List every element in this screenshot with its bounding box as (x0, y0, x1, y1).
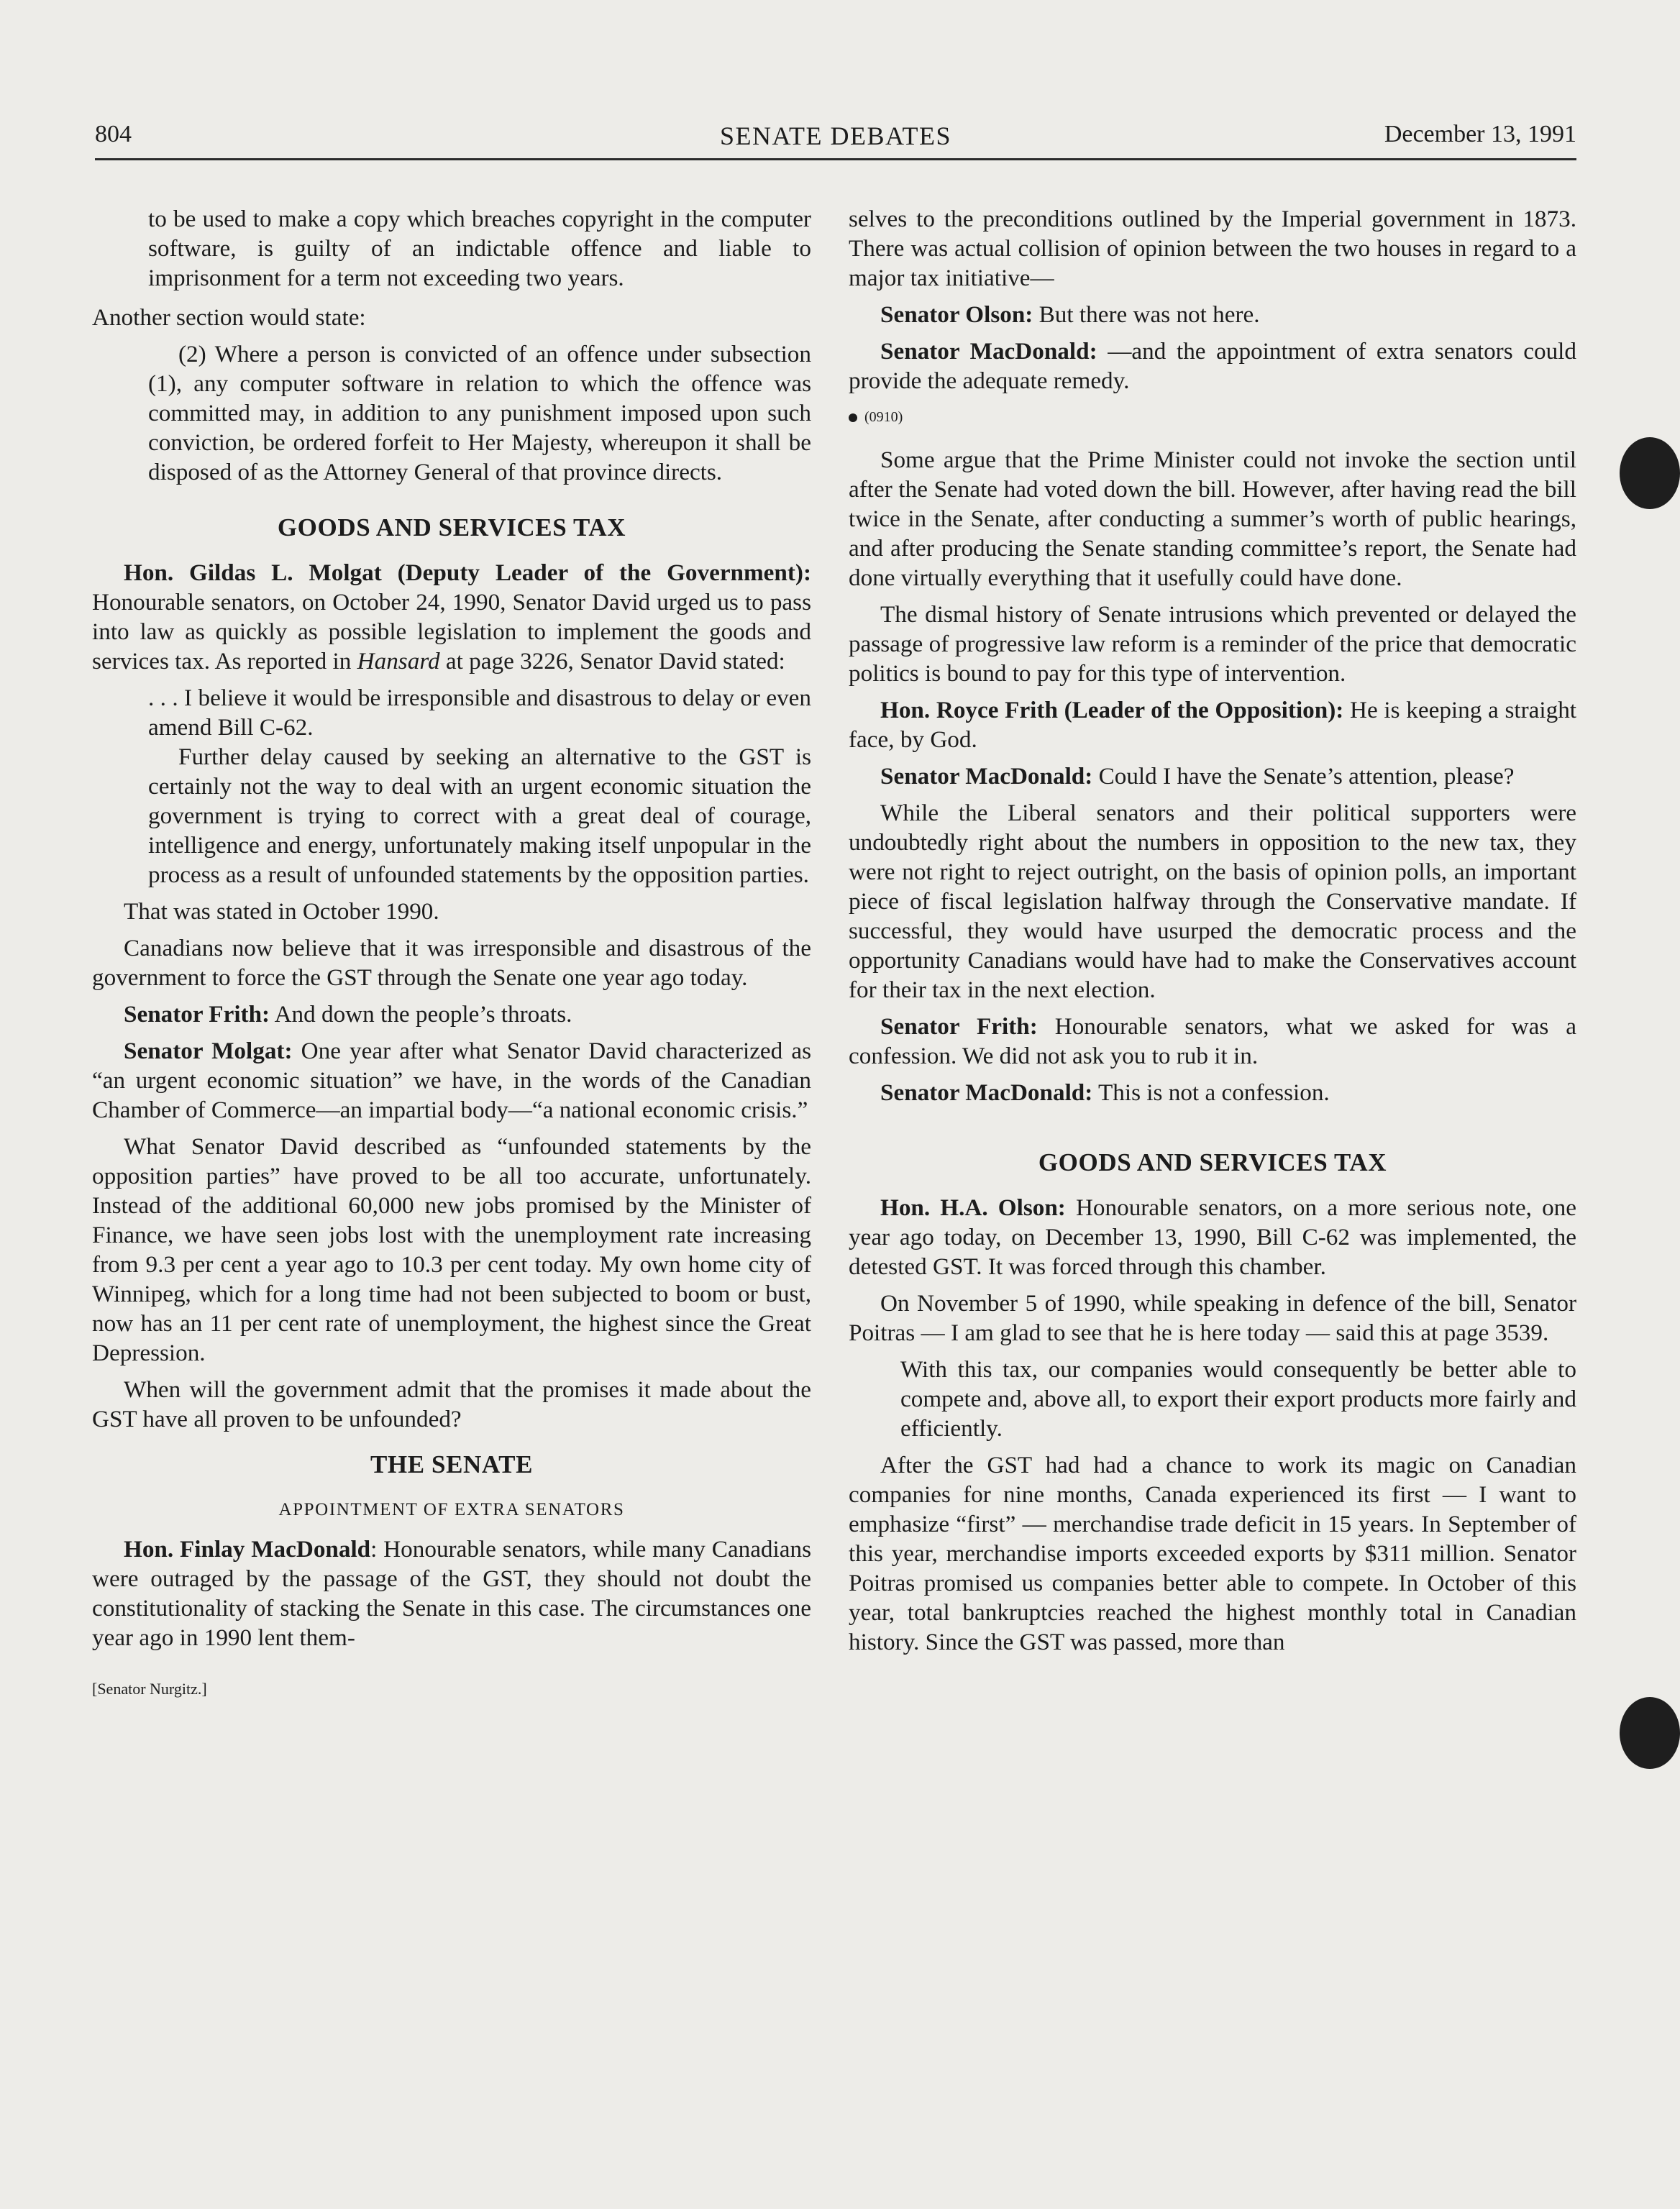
paragraph-text: One year after what Senator David characterized as “an urgent economic situation” we have, in the words of the Canadian Chamber of Commerce—an impartial body—“a national economic crisis.” (92, 1038, 811, 1123)
paragraph-molgat-1 (92, 558, 811, 676)
time-mark (849, 403, 1576, 432)
header-date: December 13, 1991 (1384, 121, 1576, 147)
quote-subsection-2: (2) Where a person is convicted of an offence under subsection (1), any computer software in relation to which the offence was committed may, in addition to any punishment imposed upon such conviction, be ordered forfeit to Her Majesty, whereupon it shall be disposed of as the Attorney General of that province directs. (148, 341, 811, 485)
paragraph-david-described: What Senator David described as “unfounded statements by the opposition parties” have proved to be all too accurate, unfortunately. Instead of the additional 60,000 new jobs promised by the Minister of Finance, we have seen jobs lost with the unemployment rate increasing from 9.3 per cent a year ago to 10.3 per cent today. My own home city of Winnipeg, which for a long time had not been subjected to boom or bust, now has an 11 per cent rate of unemployment, the highest since the Great Depression. (92, 1133, 811, 1366)
speaker-ha-olson: Hon. H.A. Olson: (880, 1194, 1066, 1221)
paragraph-text: Honourable senators, on October 24, 1990, Senator David urged us to pass into law as quickly as possible legislation to implement the goods and services tax. As reported in (92, 589, 811, 674)
running-head: SENATE DEBATES (719, 122, 951, 150)
paragraph-macdonald-4 (849, 1078, 1576, 1107)
paragraph-stated-october: That was stated in October 1990. (124, 898, 439, 925)
paragraph-text: And down the people’s throats. (270, 1001, 572, 1028)
speaker-royce-frith: Hon. Royce Frith (Leader of the Opposition): (880, 697, 1344, 723)
quote-continuation: to be used to make a copy which breaches copyright in the computer software, is guilty of an indictable offence and liable to imprisonment for a term not exceeding two years. (148, 206, 811, 291)
speaker-molgat-2: Senator Molgat: (124, 1038, 293, 1064)
paragraph-text: —and the appointment of extra senators could provide the adequate remedy. (849, 338, 1576, 394)
binder-hole (1620, 437, 1680, 509)
paragraph-text: Could I have the Senate’s attention, please? (1092, 763, 1515, 790)
hansard-italic: Hansard (357, 648, 440, 674)
paragraph-some-argue: Some argue that the Prime Minister could not invoke the section until after the Senate had voted down the bill. However, after having read the bill twice in the Senate, after conducting a summer’s worth of public hearings, and after producing the Senate standing committee’s report, the Senate had done virtually everything that it usefully could have done. (849, 447, 1576, 591)
speaker-frith: Senator Frith: (124, 1001, 270, 1028)
paragraph-molgat-2 (92, 1036, 811, 1125)
binder-hole (1620, 1697, 1680, 1769)
paragraph-another-section: Another section would state: (92, 304, 366, 331)
page-number: 804 (95, 121, 132, 147)
paragraph-macdonald-continuation: selves to the preconditions outlined by the Imperial government in 1873. There was actual collision of opinion between the two houses in regard to a major tax initiative— (849, 206, 1576, 291)
speaker-macdonald-4: Senator MacDonald: (880, 1079, 1093, 1106)
speaker-macdonald-2: Senator MacDonald: (880, 338, 1097, 365)
page-header (95, 121, 1576, 161)
paragraph-olson (849, 300, 1576, 329)
heading-the-senate: THE SENATE (370, 1450, 534, 1478)
quote-david-1: . . . I believe it would be irresponsible and disastrous to delay or even amend Bill C-62. (148, 685, 811, 741)
paragraph-text: at page 3226, Senator David stated: (439, 648, 785, 674)
quote-david-2: Further delay caused by seeking an alternative to the GST is certainly not the way to deal with an urgent economic situation the government is trying to correct with a great deal of courage, intelligence and energy, unfortunately making itself unpopular in the process as a result of unfounded statements by the opposition parties. (148, 744, 811, 888)
speaker-macdonald-3: Senator MacDonald: (880, 763, 1093, 790)
right-column (849, 204, 1576, 1664)
paragraph-text: Honourable senators, on a more serious note, one year ago today, on December 13, 1990, Bill C-62 was implemented, the detested GST. It was forced through this chamber. (849, 1194, 1577, 1280)
speaker-frith-3: Senator Frith: (880, 1013, 1038, 1040)
paragraph-canadians-believe: Canadians now believe that it was irresponsible and disastrous of the government to force the GST through the Senate one year ago today. (92, 935, 811, 991)
paragraph-frith (92, 1000, 811, 1029)
speaker-finlay-macdonald: Hon. Finlay MacDonald (124, 1536, 371, 1563)
speaker-molgat: Hon. Gildas L. Molgat (Deputy Leader of the Government): (124, 559, 811, 586)
paragraph-text: But there was not here. (1033, 301, 1260, 328)
heading-goods-and-services-tax-2: GOODS AND SERVICES TAX (1038, 1148, 1387, 1176)
time-mark-label: (0910) (864, 409, 903, 425)
paragraph-text: : Honourable senators, while many Canadians were outraged by the passage of the GST, they should not doubt the constitutionality of stacking the Senate in this case. The circumstances one year ago in 1990 lent them- (92, 1536, 811, 1651)
paragraph-text: This is not a confession. (1092, 1079, 1330, 1106)
paragraph-finlay-macdonald (92, 1535, 811, 1652)
header-rule (95, 158, 1576, 160)
left-column (92, 204, 811, 1703)
paragraph-liberal-senators: While the Liberal senators and their political supporters were undoubtedly right about the numbers in opposition to the new tax, they were not right to reject outright, on the basis of opinion polls, an important piece of fiscal legislation halfway through the Conservative mandate. If successful, they would have usurped the democratic process and the opportunity Canadians would have had to make the Conservatives account for their tax in the next election. (849, 800, 1576, 1003)
paragraph-frith-3 (849, 1012, 1576, 1071)
bullet-icon (849, 413, 857, 422)
paragraph-text: He is keeping a straight face, by God. (849, 697, 1577, 753)
paragraph-november-5: On November 5 of 1990, while speaking in defence of the bill, Senator Poitras — I am glad to see that he is here today — said this at page 3539. (849, 1290, 1576, 1346)
subheading-appointment-of-extra-senators: APPOINTMENT OF EXTRA SENATORS (278, 1500, 625, 1519)
paragraph-macdonald-2 (849, 337, 1576, 395)
paragraph-dismal-history: The dismal history of Senate intrusions which prevented or delayed the passage of progressive law reform is a reminder of the price that democratic politics is bound to pay for this type of intervention. (849, 601, 1576, 687)
speaker-olson: Senator Olson: (880, 301, 1033, 328)
quote-poitras: With this tax, our companies would consequently be better able to compete and, above all, to export their export products more fairly and efficiently. (900, 1356, 1576, 1442)
paragraph-macdonald-3 (849, 762, 1576, 791)
paragraph-ha-olson (849, 1193, 1576, 1281)
paragraph-when-admit: When will the government admit that the promises it made about the GST have all proven to be unfounded? (92, 1376, 811, 1432)
paragraph-after-gst: After the GST had had a chance to work its magic on Canadian companies for nine months, Canada experienced its first — I want to emphasize “first” — merchandise trade deficit in 15 years. In September of this year, merchandise imports exceeded exports by $311 million. Senator Poitras promised us companies better able to compete. In October of this year, total bankruptcies reached the highest monthly total in Canadian history. Since the GST was passed, more than (849, 1452, 1576, 1655)
footnote-speaker: [Senator Nurgitz.] (92, 1680, 207, 1698)
heading-goods-and-services-tax: GOODS AND SERVICES TAX (277, 513, 626, 541)
paragraph-text: Honourable senators, what we asked for was a confession. We did not ask you to rub it in. (849, 1013, 1576, 1069)
paragraph-royce-frith (849, 695, 1576, 754)
